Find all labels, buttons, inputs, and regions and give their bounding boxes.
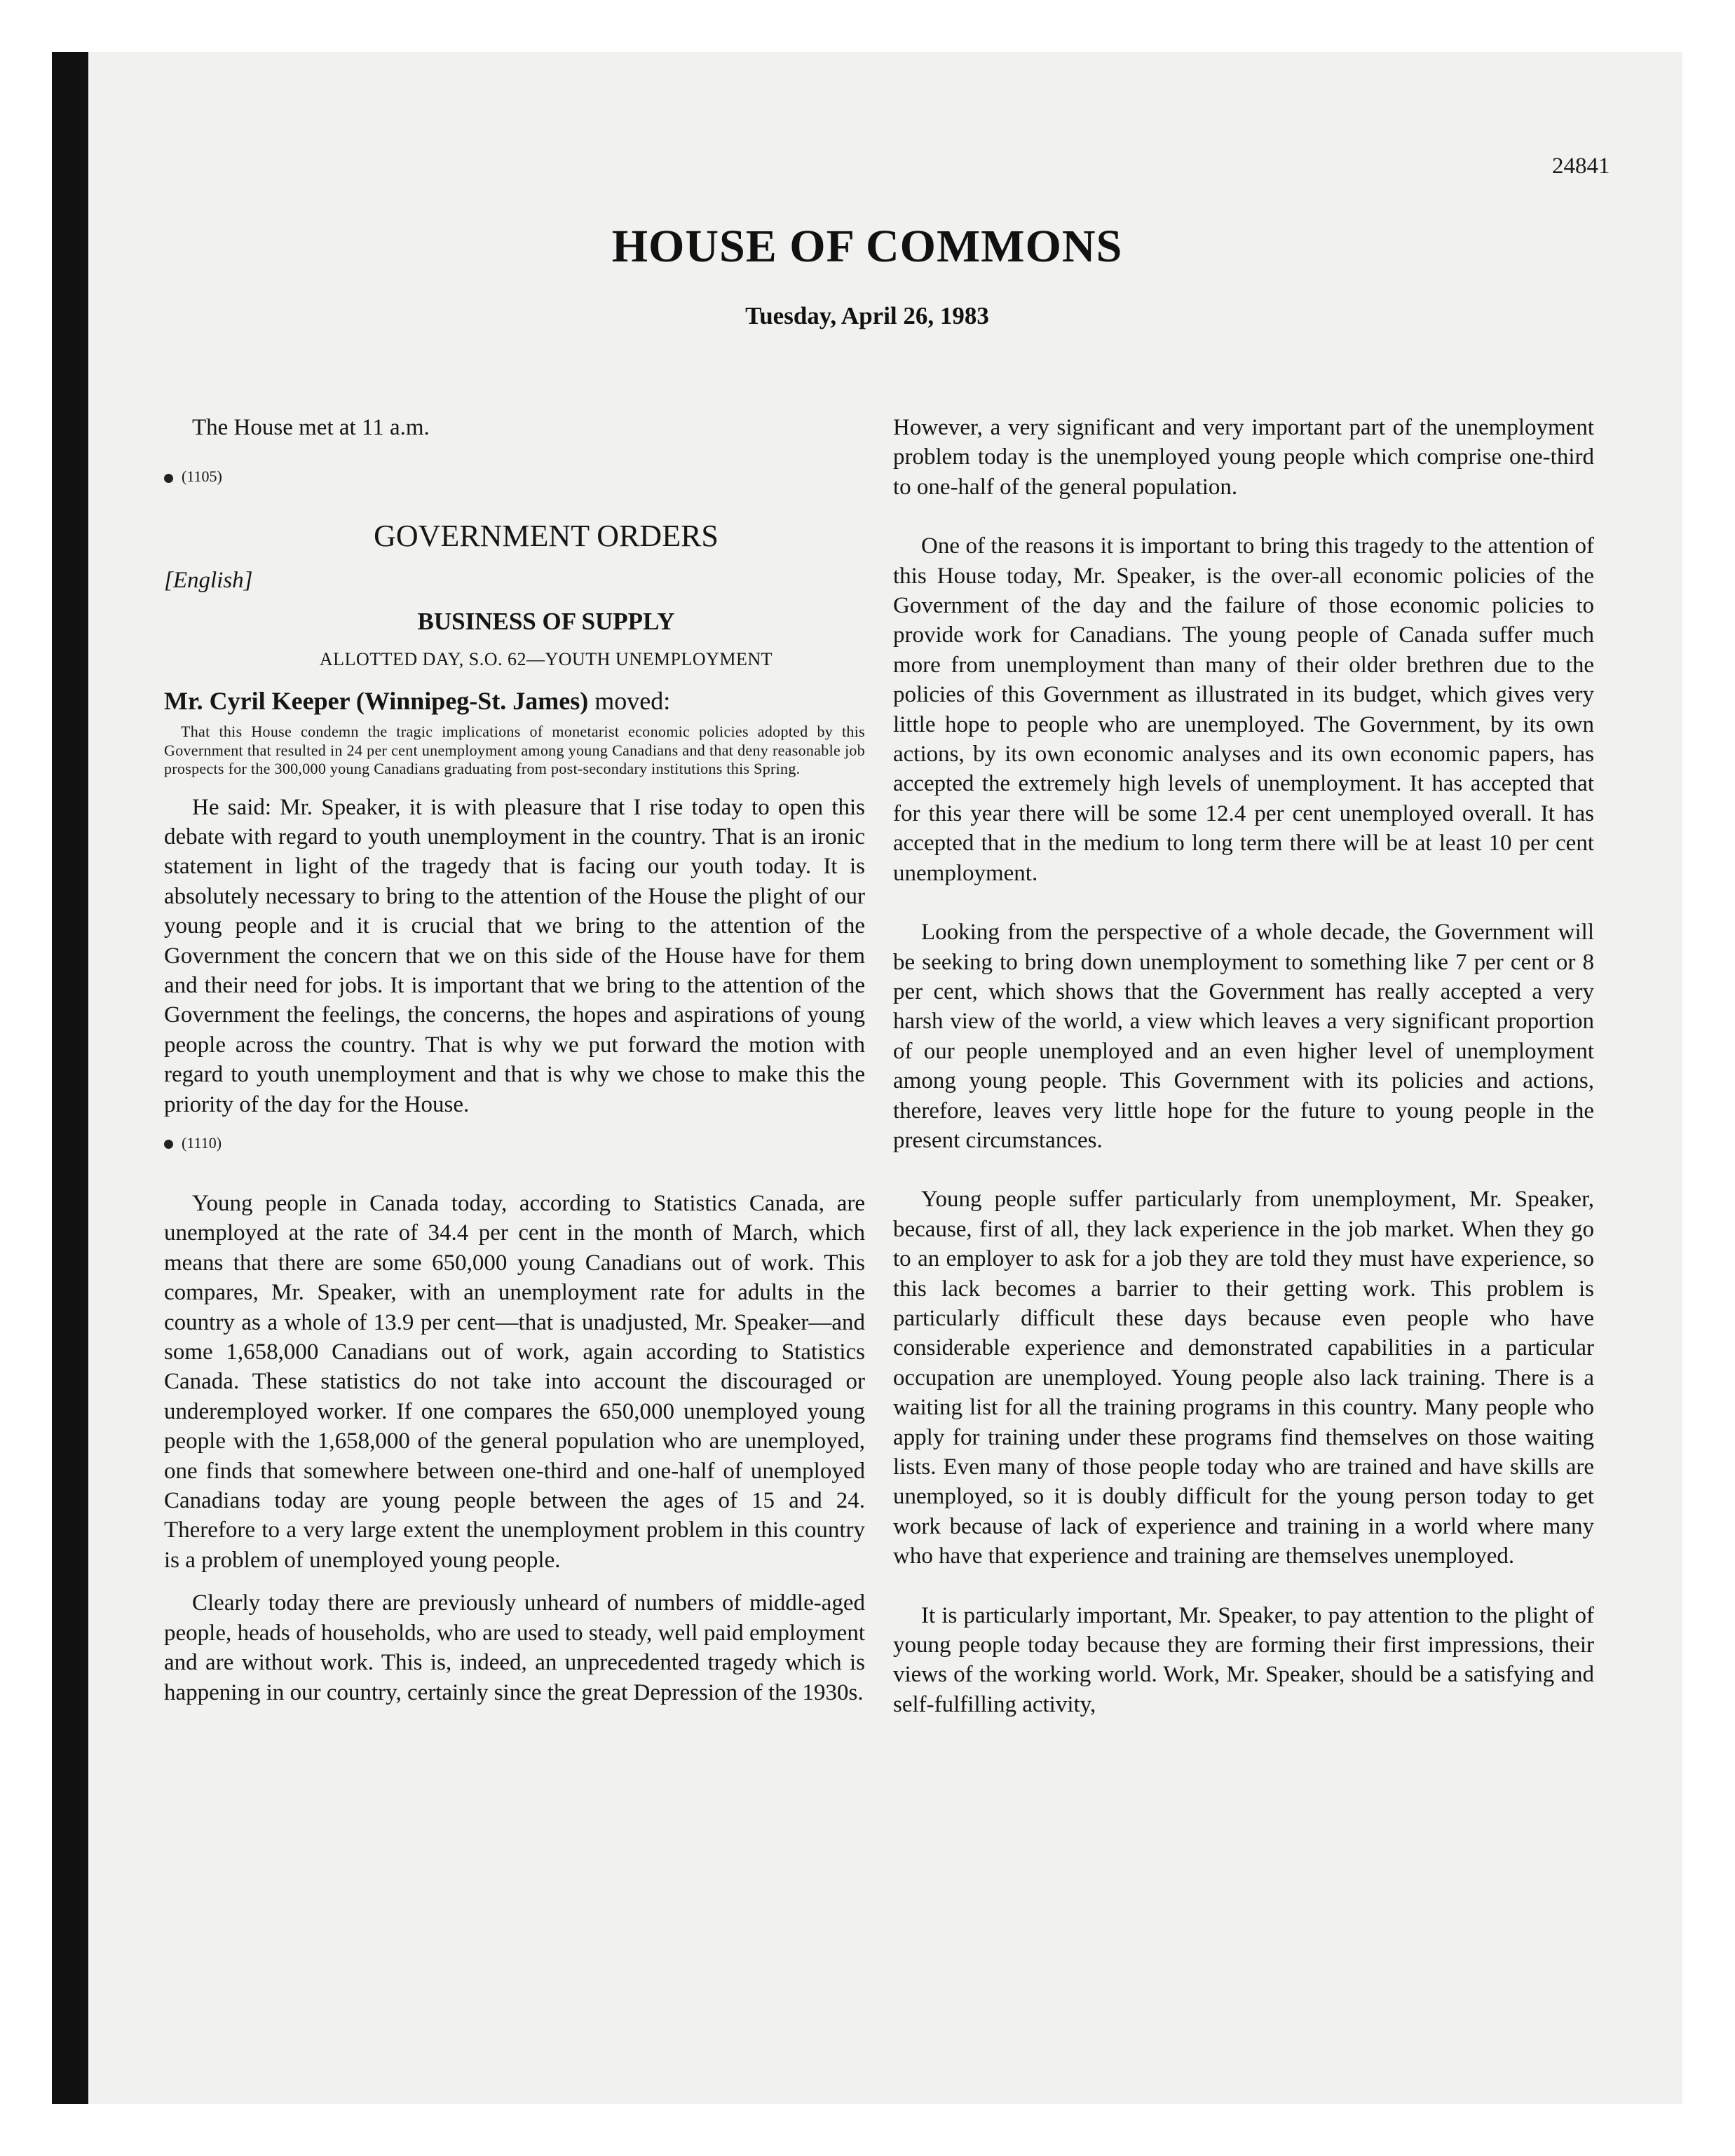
page-title: HOUSE OF COMMONS <box>611 221 1123 272</box>
mover-verb: moved: <box>588 686 671 715</box>
speaker-name: Mr. Cyril Keeper (Winnipeg-St. James) <box>164 686 589 715</box>
bullet-icon <box>164 1140 173 1149</box>
paragraph: Clearly today there are previously unheard of numbers of middle-aged people, heads of households, who are used to steady, well paid employment and are without work. This is, indeed, an unprecedented tragedy which is happening in our country, certainly since the great Depression of the 1930s. <box>164 1590 865 1705</box>
paragraph: Looking from the perspective of a whole decade, the Government will be seeking to bring down unemployment to something like 7 per cent or 8 per cent, which shows that the Government has really accepted a very harsh view of the world, a view which leaves a very significant proportion of our people unemployed and an even higher level of unemployment among young people. This Government with its policies and actions, therefore, leaves very little hope for the future to young people in the present circumstances. <box>893 920 1594 1153</box>
paragraph: One of the reasons it is important to bring this tragedy to the attention of this House today, Mr. Speaker, is the over-all economic policies of the Government of the day and the failure of those economic policies to provide work for Canadians. The young people of Canada suffer much more from unemployment than many of their older brethren due to the policies of this Government as illustrated in its budget, which gives very little hope to people who are unemployed. The Government, by its own actions, by its own economic analyses and its own economic papers, has accepted the extremely high levels of unemployment. It has accepted that for this year there will be some 12.4 per cent unemployed overall. It has accepted that in the medium to long term there will be at least 10 per cent unemployment. <box>893 533 1594 886</box>
time-mark-text: (1110) <box>182 1134 222 1152</box>
document-page <box>52 52 1682 2104</box>
sitting-opened-line: The House met at 11 a.m. <box>192 415 430 440</box>
language-tag: [English] <box>164 568 253 594</box>
sitting-date: Tuesday, April 26, 1983 <box>745 302 989 329</box>
left-column <box>164 413 865 1721</box>
time-mark <box>164 466 865 487</box>
paragraph: However, a very significant and very important part of the unemployment problem today is the unemployed young people which comprise one-third to one-half of the general population. <box>893 415 1594 500</box>
page-number: 24841 <box>1552 153 1610 179</box>
paragraph: Young people suffer particularly from unemployment, Mr. Speaker, because, first of all, they lack experience in the job market. When they go to an employer to ask for a job they are told they must have experience, so this lack becomes a barrier to their getting work. This problem is particularly difficult these days because even people who have considerable experience and demonstrated capabilities in a particular occupation are unemployed. Young people also lack training. There is a waiting list for all the training programs in this country. Many people who apply for training under these programs find themselves on those waiting lists. Even many of those people today who are trained and have skills are unemployed, so it is doubly difficult for the young person today to get work because of lack of experience and training in a world where many who have that experience and training are themselves unemployed. <box>893 1187 1594 1569</box>
mover-line <box>164 686 865 716</box>
section-heading: GOVERNMENT ORDERS <box>374 519 719 554</box>
scan-binding-strip <box>52 52 88 2104</box>
paragraph: He said: Mr. Speaker, it is with pleasure that I rise today to open this debate with regard to youth unemployment in the country. That is an ironic statement in light of the tragedy that is facing our youth today. It is absolutely necessary to bring to the attention of the House the plight of our young people and it is crucial that we bring to the attention of the Government the concern that we on this side of the House have for them and their need for jobs. It is important that we bring to the attention of the Government the feelings, the concerns, the hopes and aspirations of young people across the country. That is why we put forward the motion with regard to youth unemployment and that is why we chose to make this the priority of the day for the House. <box>164 794 865 1117</box>
sub-heading: BUSINESS OF SUPPLY <box>417 607 675 635</box>
right-column <box>893 413 1594 1749</box>
time-mark <box>164 1133 865 1154</box>
motion-text: That this House condemn the tragic implications of monetarist economic policies adopted by this Government that resulted in 24 per cent unemployment among young Canadians and that deny reasonable job prospects for the 300,000 young Canadians graduating from post-secondary institutions this Spring. <box>164 723 865 778</box>
time-mark-text: (1105) <box>182 468 222 486</box>
bullet-icon <box>164 474 173 483</box>
paragraph: It is particularly important, Mr. Speaker, to pay attention to the plight of young people today because they are forming their first impressions, their views of the working world. Work, Mr. Speaker, should be a satisfying and self-fulfilling activity, <box>893 1602 1594 1717</box>
allotted-day-heading: ALLOTTED DAY, S.O. 62—YOUTH UNEMPLOYMENT <box>319 649 773 670</box>
paragraph: Young people in Canada today, according to Statistics Canada, are unemployed at the rate of 34.4 per cent in the month of March, which means that there are some 650,000 young Canadians out of work. This compares, Mr. Speaker, with an unemployment rate for adults in the country as a whole of 13.9 per cent—that is unadjusted, Mr. Speaker—and some 1,658,000 Canadians out of work, again according to Statistics Canada. These statistics do not take into account the discouraged or underemployed worker. If one compares the 650,000 unemployed young people with the 1,658,000 of the general population who are unemployed, one finds that somewhere between one-third and one-half of unemployed Canadians today are young people between the ages of 15 and 24. Therefore to a very large extent the unemployment problem in this country is a problem of unemployed young people. <box>164 1191 865 1573</box>
